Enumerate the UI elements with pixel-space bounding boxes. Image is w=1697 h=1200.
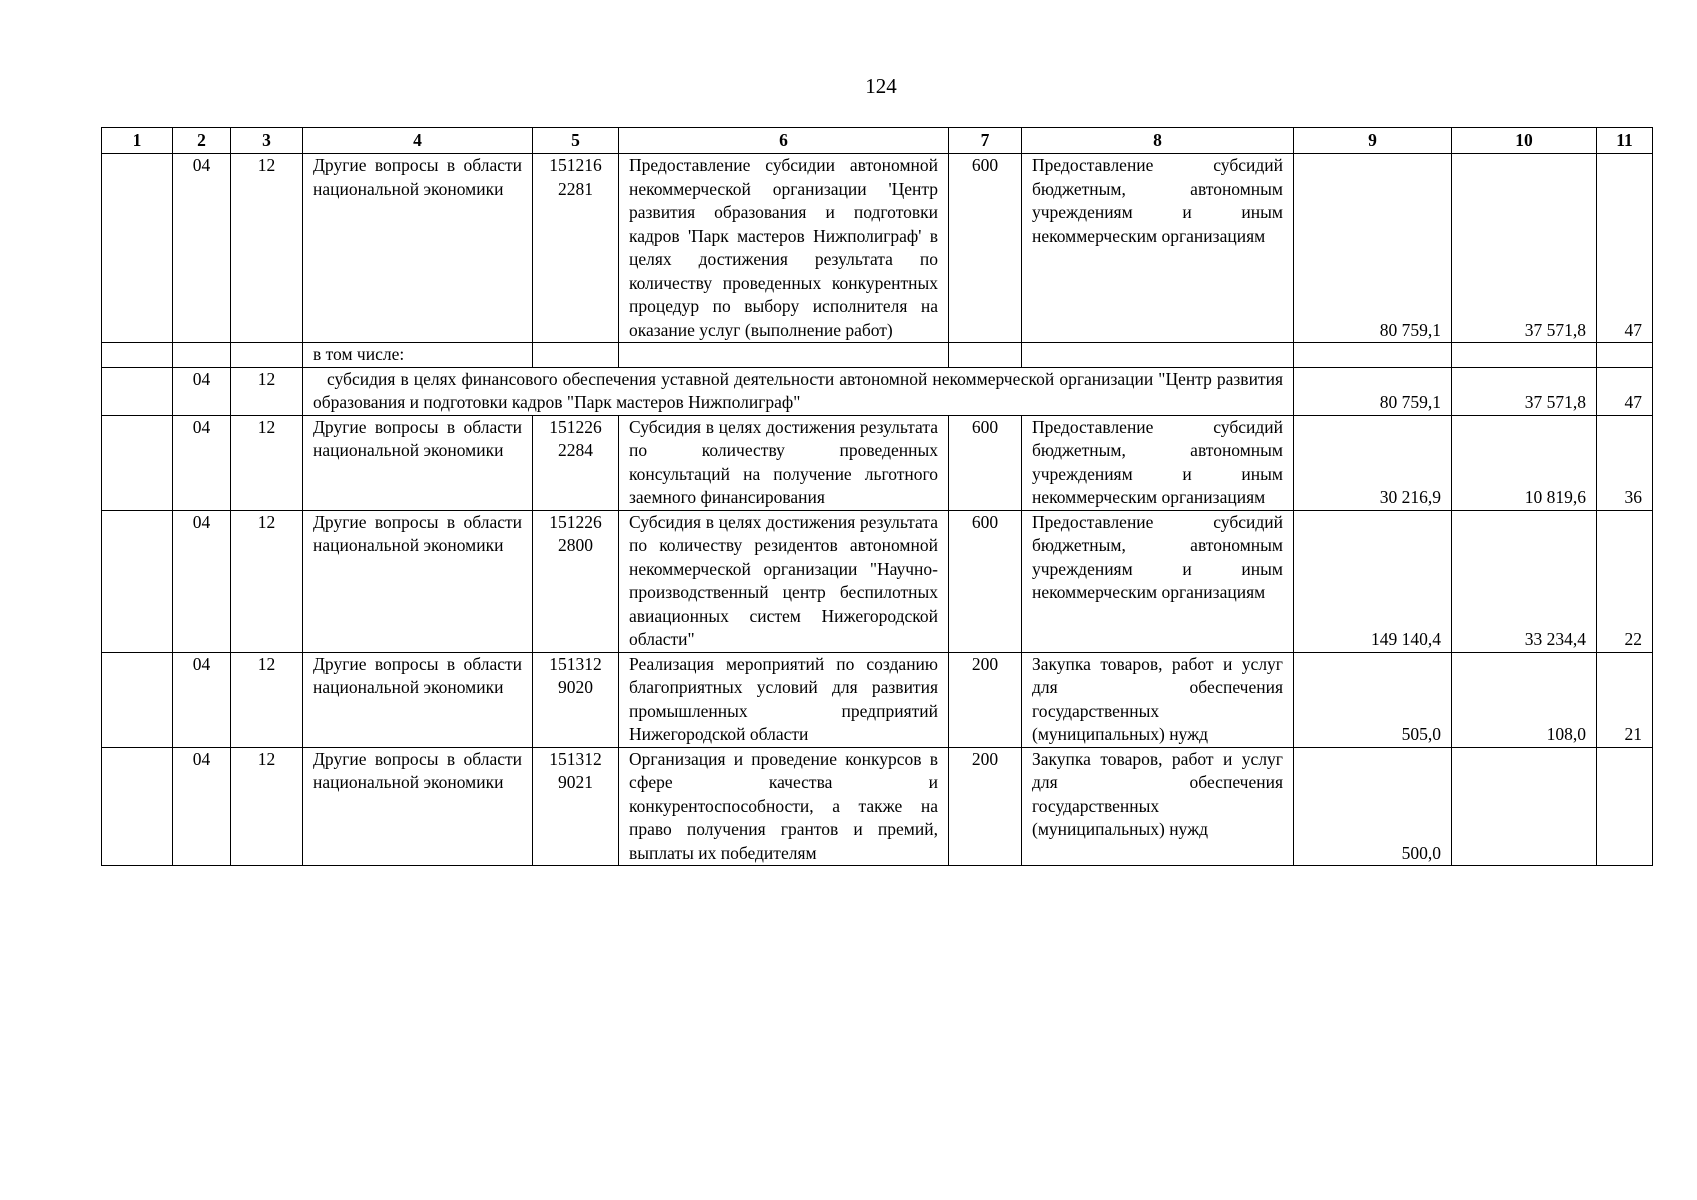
- expense-type-name: Предоставление субсидий бюджетным, автономным учреждениям и иным некоммерческим организациям: [1022, 415, 1294, 510]
- expense-type-code: 200: [949, 652, 1022, 747]
- amount-col-9: 500,0: [1294, 747, 1452, 866]
- section-code: 04: [173, 652, 231, 747]
- section-code: 04: [173, 154, 231, 343]
- amount-col-9: 30 216,9: [1294, 415, 1452, 510]
- header-col-6: 6: [619, 128, 949, 154]
- expense-type-name: Предоставление субсидий бюджетным, автономным учреждениям и иным некоммерческим организациям: [1022, 154, 1294, 343]
- header-col-8: 8: [1022, 128, 1294, 154]
- target-article: 151226 2800: [533, 510, 619, 652]
- amount-col-10: 37 571,8: [1452, 154, 1597, 343]
- subsection-code: 12: [231, 415, 303, 510]
- article-name: Организация и проведение конкурсов в сфере качества и конкурентоспособности, а также на право получения грантов и премий, выплаты их победителям: [619, 747, 949, 866]
- expense-type-code: 600: [949, 415, 1022, 510]
- header-col-1: 1: [102, 128, 173, 154]
- table-row-note: [102, 343, 1653, 368]
- section-code: 04: [173, 747, 231, 866]
- amount-col-10: [1452, 747, 1597, 866]
- subsection-code: 12: [231, 154, 303, 343]
- table-row: [102, 510, 1653, 652]
- percent-col-11: 47: [1597, 367, 1653, 415]
- target-article: 151226 2284: [533, 415, 619, 510]
- article-name: Предоставление субсидии автономной некоммерческой организации 'Центр развития образования и подготовки кадров 'Парк мастеров Нижполиграф' в целях достижения результата по количеству проведенных конкурентных процедур по выбору исполнителя на оказание услуг (выполнение работ): [619, 154, 949, 343]
- expense-type-code: 600: [949, 510, 1022, 652]
- header-col-11: 11: [1597, 128, 1653, 154]
- article-name: Субсидия в целях достижения результата по количеству резидентов автономной некоммерческой организации "Научно-производственный центр беспилотных авиационных систем Нижегородской области": [619, 510, 949, 652]
- amount-col-10: 108,0: [1452, 652, 1597, 747]
- target-article: 151312 9021: [533, 747, 619, 866]
- expense-type-name: Закупка товаров, работ и услуг для обеспечения государственных (муниципальных) нужд: [1022, 747, 1294, 866]
- amount-col-10: 10 819,6: [1452, 415, 1597, 510]
- header-row: [102, 128, 1653, 154]
- subsection-code: 12: [231, 510, 303, 652]
- header-col-7: 7: [949, 128, 1022, 154]
- target-article: 151312 9020: [533, 652, 619, 747]
- section-name: Другие вопросы в области национальной экономики: [303, 510, 533, 652]
- expense-type-name: Предоставление субсидий бюджетным, автономным учреждениям и иным некоммерческим организациям: [1022, 510, 1294, 652]
- percent-col-11: 21: [1597, 652, 1653, 747]
- percent-col-11: 36: [1597, 415, 1653, 510]
- table-row: [102, 415, 1653, 510]
- table-row: [102, 747, 1653, 866]
- section-code: 04: [173, 510, 231, 652]
- percent-col-11: [1597, 747, 1653, 866]
- section-name: Другие вопросы в области национальной экономики: [303, 747, 533, 866]
- header-col-3: 3: [231, 128, 303, 154]
- section-code: 04: [173, 415, 231, 510]
- table-row: [102, 652, 1653, 747]
- amount-col-9: 505,0: [1294, 652, 1452, 747]
- subsection-code: 12: [231, 652, 303, 747]
- subsection-code: 12: [231, 747, 303, 866]
- amount-col-9: 149 140,4: [1294, 510, 1452, 652]
- percent-col-11: 22: [1597, 510, 1653, 652]
- header-col-10: 10: [1452, 128, 1597, 154]
- amount-col-10: 33 234,4: [1452, 510, 1597, 652]
- expense-type-code: 600: [949, 154, 1022, 343]
- amount-col-10: 37 571,8: [1452, 367, 1597, 415]
- target-article: 151216 2281: [533, 154, 619, 343]
- subsidy-description: субсидия в целях финансового обеспечения уставной деятельности автономной некоммерческой организации "Центр развития образования и подготовки кадров "Парк мастеров Нижполиграф": [303, 367, 1294, 415]
- table-row: [102, 154, 1653, 343]
- page-number: 124: [865, 74, 897, 98]
- including-note: в том числе:: [303, 343, 533, 368]
- table-row: [102, 367, 1653, 415]
- section-name: Другие вопросы в области национальной экономики: [303, 154, 533, 343]
- expense-type-name: Закупка товаров, работ и услуг для обеспечения государственных (муниципальных) нужд: [1022, 652, 1294, 747]
- article-name: Реализация мероприятий по созданию благоприятных условий для развития промышленных предприятий Нижегородской области: [619, 652, 949, 747]
- header-col-5: 5: [533, 128, 619, 154]
- section-name: Другие вопросы в области национальной экономики: [303, 415, 533, 510]
- amount-col-9: 80 759,1: [1294, 154, 1452, 343]
- expense-type-code: 200: [949, 747, 1022, 866]
- article-name: Субсидия в целях достижения результата по количеству проведенных консультаций на получение льготного заемного финансирования: [619, 415, 949, 510]
- budget-table: [101, 127, 1653, 866]
- amount-col-9: 80 759,1: [1294, 367, 1452, 415]
- header-col-9: 9: [1294, 128, 1452, 154]
- subsection-code: 12: [231, 367, 303, 415]
- section-code: 04: [173, 367, 231, 415]
- section-name: Другие вопросы в области национальной экономики: [303, 652, 533, 747]
- header-col-2: 2: [173, 128, 231, 154]
- header-col-4: 4: [303, 128, 533, 154]
- percent-col-11: 47: [1597, 154, 1653, 343]
